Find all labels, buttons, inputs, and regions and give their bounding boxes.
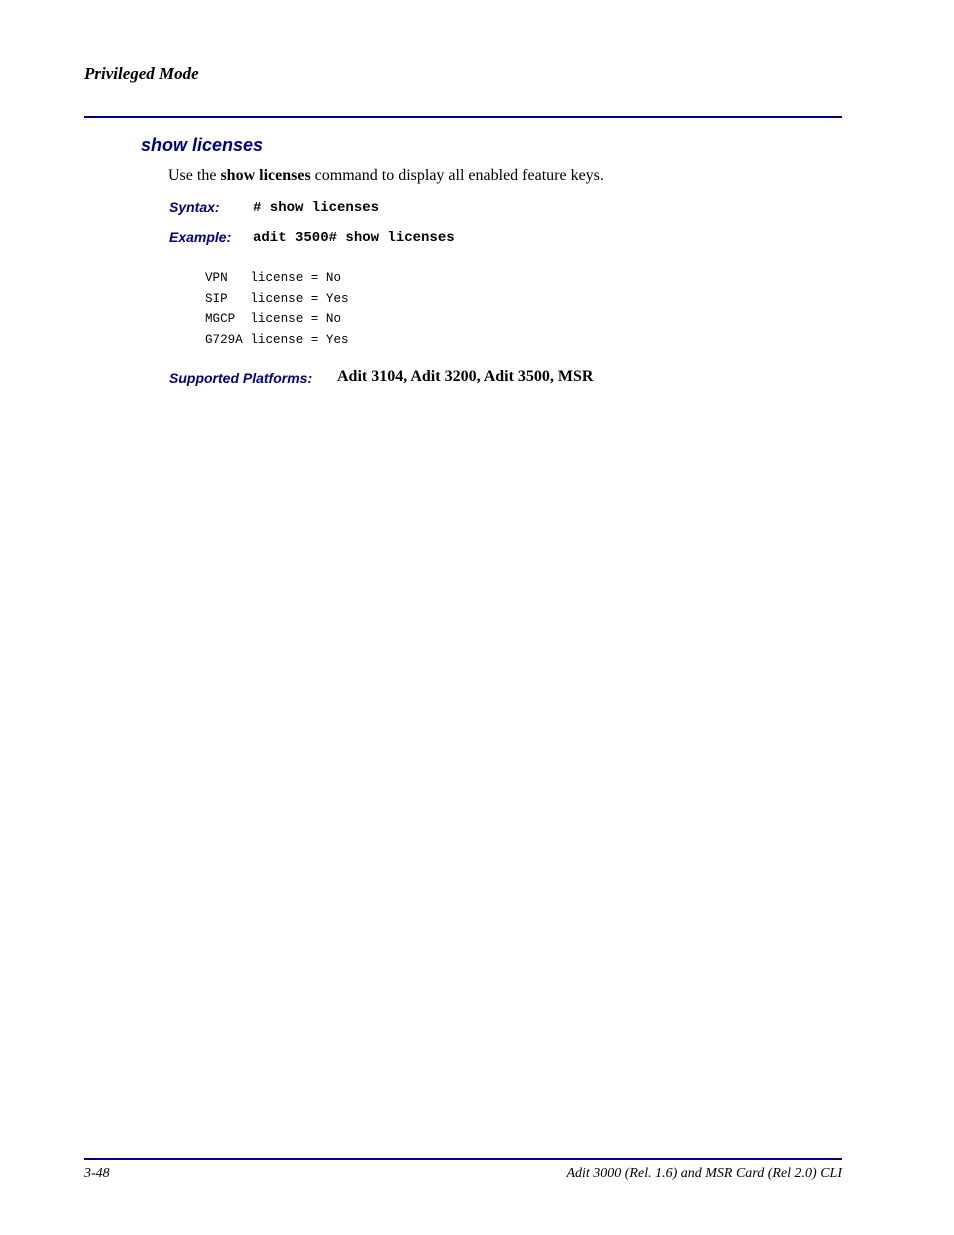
intro-command: show licenses [220, 167, 311, 184]
platforms-value: Adit 3104, Adit 3200, Adit 3500, MSR [337, 368, 594, 385]
output-line: VPN license = No [205, 271, 342, 285]
syntax-label: Syntax: [169, 199, 220, 215]
section-title: show licenses [141, 135, 264, 155]
output-line: G729A license = Yes [205, 332, 349, 347]
platforms-label: Supported Platforms: [169, 370, 313, 386]
footer-rule [84, 1158, 842, 1160]
example-command: adit 3500# show licenses [253, 230, 455, 246]
output-line: SIP license = Yes [205, 291, 349, 306]
footer-doc-title: Adit 3000 (Rel. 1.6) and MSR Card (Rel 2.0) CLI [566, 1166, 842, 1181]
intro-prefix: Use the [168, 167, 221, 184]
example-output [205, 268, 349, 350]
output-line: MGCP license = No [205, 312, 342, 326]
intro-suffix: command to display all enabled feature keys. [310, 167, 604, 184]
example-label: Example: [169, 229, 232, 245]
page-number: 3-48 [84, 1166, 110, 1181]
header-rule [84, 116, 842, 118]
running-header: Privileged Mode [84, 64, 199, 83]
syntax-command: # show licenses [253, 200, 380, 216]
intro-paragraph [168, 167, 604, 185]
